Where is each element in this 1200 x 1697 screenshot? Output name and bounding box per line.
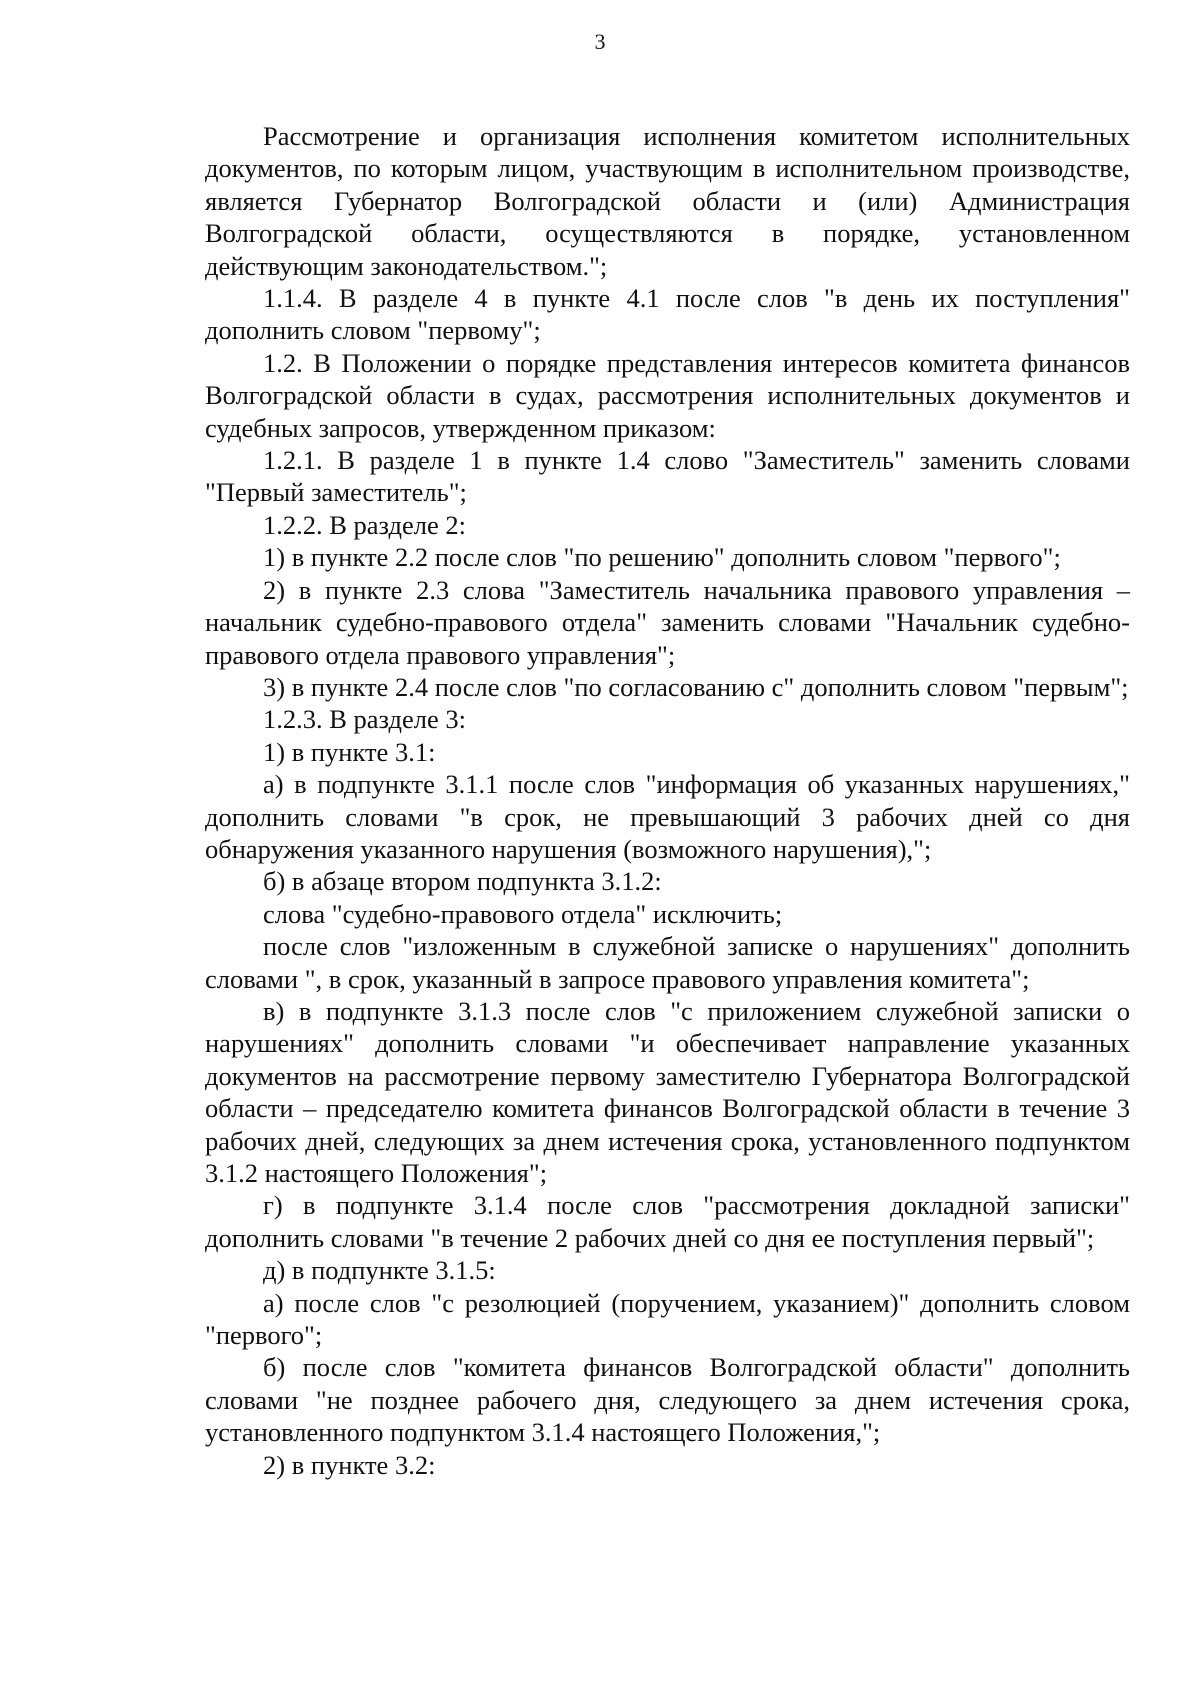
paragraph: 1.2. В Положении о порядке представления интересов комитета финансов Волгоградской области в судах, рассмотрения исполнительных документов и судебных запросов, утвержденном приказом: [205, 347, 1130, 443]
paragraph: а) в подпункте 3.1.1 после слов "информация об указанных нарушениях," дополнить словами "в срок, не превышающий 3 рабочих дней со дня обнаружения указанного нарушения (возможного нарушения),"; [205, 769, 1130, 864]
paragraph: в) в подпункте 3.1.3 после слов "с приложением служебной записки о нарушениях" дополнить словами "и обеспечивает направление указанных документов на рассмотрение первому заместителю Губернатора Волгоградской области – председателю комитета финансов Волгоградской области в течение 3 рабочих дней, следующих за днем истечения срока, установленного подпунктом 3.1.2 настоящего Положения"; [205, 995, 1130, 1188]
paragraph: 1.2.3. В разделе 3: [263, 704, 467, 735]
paragraph: после слов "изложенным в служебной записке о нарушениях" дополнить словами ", в срок, указанный в запросе правового управления комитета"; [205, 931, 1130, 994]
paragraph: 2) в пункте 2.3 слова "Заместитель начальника правового управления – начальник судебно-правового отдела" заменить словами "Начальник судебно-правового отдела правового управления"; [205, 574, 1130, 670]
paragraph: а) после слов "с резолюцией (поручением, указанием)" дополнить словом "первого"; [205, 1287, 1130, 1351]
paragraph: 1) в пункте 2.2 после слов "по решению" дополнить словом "первого"; [263, 542, 1061, 573]
paragraph: 1.1.4. В разделе 4 в пункте 4.1 после слов "в день их поступления" дополнить словом "первому"; [205, 283, 1130, 346]
paragraph: 2) в пункте 3.2: [263, 1449, 436, 1480]
paragraph: г) в подпункте 3.1.4 после слов "рассмотрения докладной записки" дополнить словами "в течение 2 рабочих дней со дня ее поступления первый"; [205, 1190, 1130, 1253]
paragraph: 1.2.1. В разделе 1 в пункте 1.4 слово "Заместитель" заменить словами "Первый заместитель"; [205, 445, 1130, 508]
paragraph: д) в подпункте 3.1.5: [263, 1255, 496, 1286]
paragraph: слова "судебно-правового отдела" исключить; [263, 898, 783, 929]
document-body [205, 120, 1130, 1481]
paragraph: 1.2.2. В разделе 2: [263, 509, 467, 540]
paragraph: б) в абзаце втором подпункта 3.1.2: [263, 866, 662, 897]
paragraph: 3) в пункте 2.4 после слов "по согласованию с" дополнить словом "первым"; [263, 671, 1129, 702]
page-number: 3 [594, 29, 606, 54]
paragraph: б) после слов "комитета финансов Волгоградской области" дополнить словами "не позднее рабочего дня, следующего за днем истечения срока, установленного подпунктом 3.1.4 настоящего Положения,"; [205, 1352, 1130, 1448]
paragraph: Рассмотрение и организация исполнения комитетом исполнительных документов, по которым лицом, участвующим в исполнительном производстве, является Губернатор Волгоградской области и (или) Администрация Волгоградской области, осуществляются в порядке, установленном действующим законодательством."; [205, 121, 1130, 281]
paragraph: 1) в пункте 3.1: [263, 736, 436, 767]
